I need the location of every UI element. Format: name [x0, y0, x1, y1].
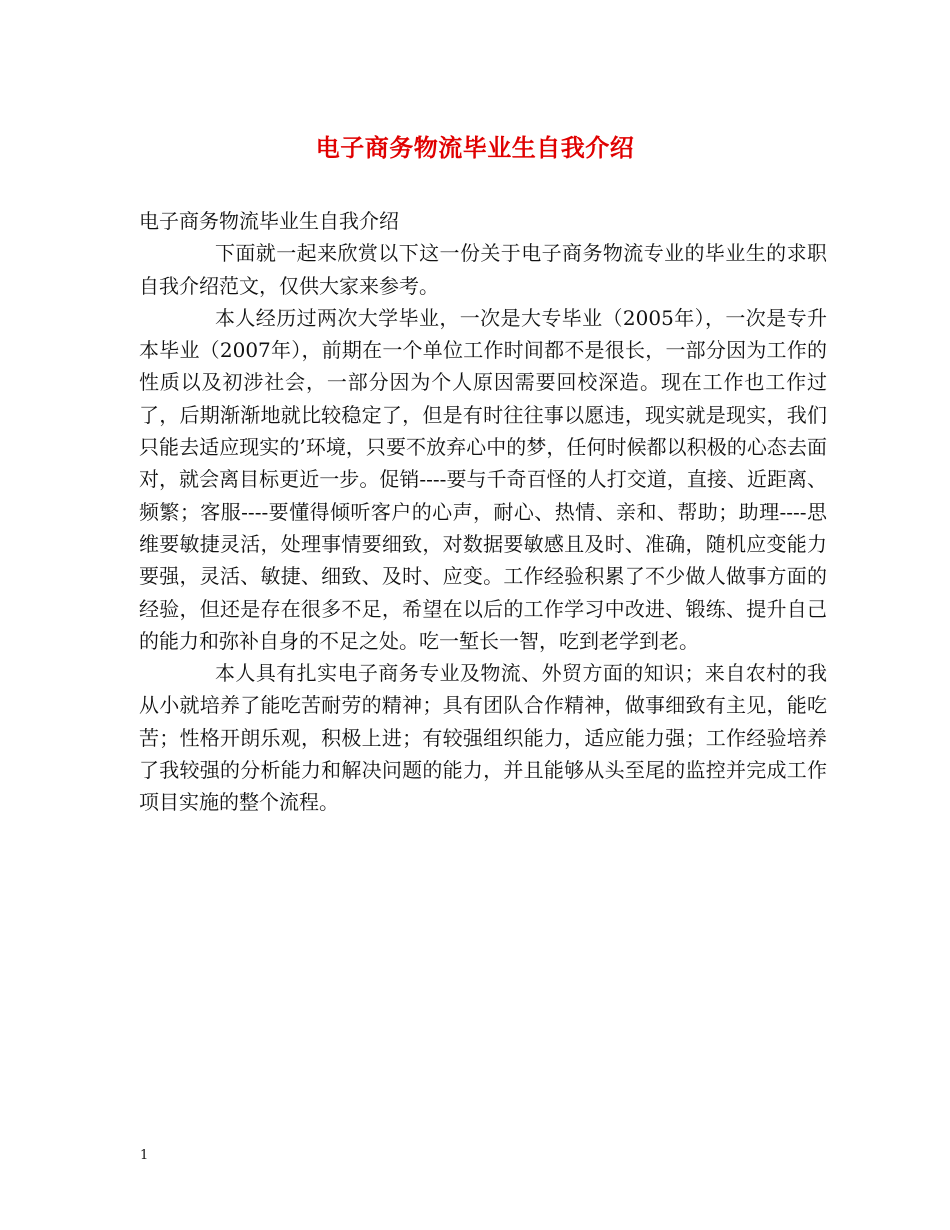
- document-body: [139, 205, 827, 819]
- page-number: 1: [140, 1148, 149, 1163]
- experience-paragraph: 本人经历过两次大学毕业，一次是大专毕业（2005年），一次是专升本毕业（2007年），前期在一个单位工作时间都不是很长，一部分因为工作的性质以及初涉社会，一部分因为个人原因需要回校深造。现在工作也工作过了，后期渐渐地就比较稳定了，但是有时往往事以愿违，现实就是现实，我们只能去适应现实的’环境，只要不放弃心中的梦，任何时候都以积极的心态去面对，就会离目标更近一步。促销----要与千奇百怪的人打交道，直接、近距离、频繁；客服----要懂得倾听客户的心声，耐心、热情、亲和、帮助；助理----思维要敏捷灵活，处理事情要细致，对数据要敏感且及时、准确，随机应变能力要强，灵活、敏捷、细致、及时、应变。工作经验积累了不少做人做事方面的经验，但还是存在很多不足，希望在以后的工作学习中改进、锻练、提升自己的能力和弥补自身的不足之处。吃一堑长一智，吃到老学到老。: [139, 305, 827, 653]
- skills-paragraph: 本人具有扎实电子商务专业及物流、外贸方面的知识；来自农村的我从小就培养了能吃苦耐劳的精神；具有团队合作精神，做事细致有主见，能吃苦；性格开朗乐观，积极上进；有较强组织能力，适应能力强；工作经验培养了我较强的分析能力和解决问题的能力，并且能够从头至尾的监控并完成工作项目实施的整个流程。: [139, 661, 827, 815]
- document-title: 电子商务物流毕业生自我介绍: [315, 133, 635, 162]
- intro-paragraph: 下面就一起来欣赏以下这一份关于电子商务物流专业的毕业生的求职自我介绍范文，仅供大家来参考。: [139, 241, 827, 298]
- subtitle-paragraph: 电子商务物流毕业生自我介绍: [139, 209, 399, 233]
